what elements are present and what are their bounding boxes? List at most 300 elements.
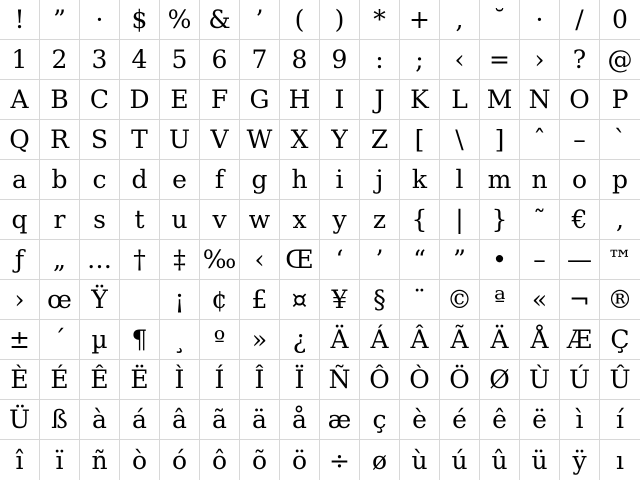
glyph-character: ”: [53, 5, 66, 34]
glyph-cell[interactable]: [40, 0, 80, 40]
glyph-cell[interactable]: [120, 200, 160, 240]
glyph-character: 2: [51, 45, 68, 74]
glyph-cell[interactable]: [200, 280, 240, 320]
glyph-character: X: [290, 125, 309, 154]
glyph-character: ı: [616, 445, 624, 475]
glyph-cell[interactable]: [400, 440, 440, 480]
glyph-cell[interactable]: [520, 240, 560, 280]
glyph-character: ˆ: [533, 125, 546, 154]
glyph-cell[interactable]: [40, 280, 80, 320]
glyph-cell[interactable]: [520, 80, 560, 120]
glyph-cell[interactable]: [320, 400, 360, 440]
glyph-character: ø: [371, 445, 388, 475]
glyph-character: 0: [612, 5, 628, 34]
glyph-cell[interactable]: [280, 280, 320, 320]
glyph-cell[interactable]: [360, 400, 400, 440]
glyph-cell[interactable]: [520, 160, 560, 200]
glyph-cell[interactable]: [600, 120, 640, 160]
glyph-character: ä: [252, 405, 267, 434]
glyph-cell[interactable]: [240, 280, 280, 320]
glyph-character: f: [214, 165, 225, 194]
glyph-cell[interactable]: [0, 400, 40, 440]
glyph-character: ö: [291, 445, 308, 475]
glyph-cell[interactable]: [0, 360, 40, 400]
glyph-cell[interactable]: [440, 320, 480, 360]
glyph-character: Ö: [449, 365, 470, 394]
glyph-character: L: [451, 85, 468, 114]
glyph-cell[interactable]: [440, 280, 480, 320]
glyph-cell[interactable]: [480, 80, 520, 120]
glyph-cell[interactable]: [360, 360, 400, 400]
glyph-character: ˜: [533, 205, 546, 234]
glyph-cell[interactable]: [80, 400, 120, 440]
glyph-cell[interactable]: [40, 160, 80, 200]
glyph-cell[interactable]: [0, 160, 40, 200]
glyph-cell[interactable]: [400, 80, 440, 120]
glyph-character: £: [251, 285, 268, 314]
glyph-cell[interactable]: [480, 120, 520, 160]
glyph-character: ‹: [454, 45, 465, 74]
glyph-character: y: [332, 205, 347, 234]
glyph-cell[interactable]: [280, 400, 320, 440]
glyph-character: º: [213, 325, 226, 354]
glyph-character: ·: [95, 5, 104, 34]
glyph-cell[interactable]: [240, 40, 280, 80]
glyph-cell[interactable]: [520, 0, 560, 40]
glyph-character: 8: [291, 45, 308, 74]
glyph-cell[interactable]: [360, 80, 400, 120]
glyph-character: q: [11, 205, 28, 234]
glyph-character: Í: [214, 365, 225, 394]
glyph-cell[interactable]: [520, 40, 560, 80]
glyph-cell[interactable]: [560, 400, 600, 440]
glyph-cell[interactable]: [560, 440, 600, 480]
glyph-cell[interactable]: [560, 80, 600, 120]
glyph-cell[interactable]: [120, 440, 160, 480]
glyph-cell[interactable]: [160, 440, 200, 480]
glyph-character: J: [374, 85, 385, 114]
glyph-cell[interactable]: [280, 360, 320, 400]
glyph-cell[interactable]: [400, 120, 440, 160]
glyph-cell[interactable]: [520, 200, 560, 240]
glyph-cell[interactable]: [0, 120, 40, 160]
glyph-character: Ë: [130, 365, 149, 394]
glyph-cell[interactable]: [160, 280, 200, 320]
glyph-character: è: [412, 405, 427, 434]
glyph-cell[interactable]: [80, 280, 120, 320]
glyph-cell[interactable]: [400, 320, 440, 360]
glyph-cell[interactable]: [480, 440, 520, 480]
glyph-character: w: [248, 205, 271, 234]
glyph-cell[interactable]: [280, 440, 320, 480]
glyph-cell[interactable]: [480, 0, 520, 40]
glyph-cell[interactable]: [40, 200, 80, 240]
glyph-character: n: [531, 165, 548, 194]
glyph-cell[interactable]: [0, 80, 40, 120]
glyph-cell[interactable]: [80, 0, 120, 40]
glyph-character: p: [611, 165, 628, 194]
glyph-character: ñ: [91, 445, 108, 475]
glyph-cell[interactable]: [160, 400, 200, 440]
glyph-character: +: [409, 5, 430, 34]
glyph-cell[interactable]: [160, 320, 200, 360]
glyph-character: =: [489, 45, 510, 74]
glyph-cell[interactable]: [240, 160, 280, 200]
glyph-cell[interactable]: [280, 0, 320, 40]
glyph-cell[interactable]: [240, 80, 280, 120]
glyph-cell[interactable]: [200, 360, 240, 400]
glyph-character: ì: [575, 405, 584, 434]
glyph-cell[interactable]: [320, 160, 360, 200]
glyph-character: (: [294, 5, 305, 34]
glyph-cell[interactable]: [40, 80, 80, 120]
glyph-cell[interactable]: [560, 360, 600, 400]
glyph-character: õ: [251, 445, 268, 475]
glyph-character: K: [410, 85, 429, 114]
glyph-cell[interactable]: [280, 320, 320, 360]
glyph-character: –: [573, 125, 586, 154]
glyph-cell[interactable]: [40, 120, 80, 160]
glyph-cell[interactable]: [480, 200, 520, 240]
glyph-cell[interactable]: [560, 320, 600, 360]
glyph-cell[interactable]: [200, 120, 240, 160]
glyph-cell[interactable]: [240, 200, 280, 240]
glyph-character: c: [92, 165, 107, 194]
glyph-cell[interactable]: [40, 40, 80, 80]
glyph-character: â: [172, 405, 187, 434]
glyph-cell[interactable]: [480, 280, 520, 320]
glyph-cell[interactable]: [320, 40, 360, 80]
glyph-cell[interactable]: [120, 280, 160, 320]
glyph-cell[interactable]: [440, 0, 480, 40]
glyph-cell[interactable]: [360, 40, 400, 80]
glyph-cell[interactable]: [80, 120, 120, 160]
glyph-cell[interactable]: [160, 80, 200, 120]
glyph-cell[interactable]: [440, 440, 480, 480]
glyph-cell[interactable]: [520, 400, 560, 440]
glyph-cell[interactable]: [600, 360, 640, 400]
glyph-character: R: [50, 125, 69, 154]
glyph-character: ¥: [331, 285, 348, 314]
glyph-character: Ä: [490, 325, 509, 354]
glyph-cell[interactable]: [200, 200, 240, 240]
glyph-cell[interactable]: [200, 440, 240, 480]
glyph-character: Q: [9, 125, 30, 154]
glyph-character: Å: [530, 325, 549, 354]
glyph-cell[interactable]: [80, 320, 120, 360]
glyph-character: 6: [211, 45, 228, 74]
glyph-cell[interactable]: [120, 360, 160, 400]
glyph-cell[interactable]: [320, 120, 360, 160]
glyph-cell[interactable]: [120, 40, 160, 80]
glyph-cell[interactable]: [240, 240, 280, 280]
glyph-character: ™: [607, 245, 633, 274]
glyph-cell[interactable]: [480, 240, 520, 280]
glyph-cell[interactable]: [160, 40, 200, 80]
glyph-cell[interactable]: [400, 0, 440, 40]
glyph-character: ¶: [131, 325, 148, 354]
glyph-character: î: [15, 445, 24, 475]
glyph-cell[interactable]: [200, 320, 240, 360]
glyph-character: ò: [131, 445, 148, 475]
glyph-character: Æ: [566, 325, 593, 354]
glyph-character: ,: [455, 5, 464, 34]
glyph-character: Û: [609, 365, 631, 394]
glyph-character: Ê: [90, 365, 109, 394]
glyph-cell[interactable]: [200, 80, 240, 120]
glyph-character: €: [571, 205, 588, 234]
glyph-cell[interactable]: [120, 400, 160, 440]
glyph-cell[interactable]: [400, 280, 440, 320]
glyph-character: ï: [55, 445, 64, 475]
glyph-cell[interactable]: [520, 440, 560, 480]
glyph-cell[interactable]: [600, 400, 640, 440]
glyph-cell[interactable]: [80, 240, 120, 280]
glyph-cell[interactable]: [160, 0, 200, 40]
glyph-cell[interactable]: [320, 320, 360, 360]
glyph-character: T: [131, 125, 148, 154]
glyph-character: –: [533, 245, 546, 274]
glyph-character: P: [611, 85, 629, 114]
glyph-cell[interactable]: [240, 400, 280, 440]
glyph-cell[interactable]: [520, 360, 560, 400]
glyph-cell[interactable]: [440, 160, 480, 200]
glyph-cell[interactable]: [80, 440, 120, 480]
glyph-cell[interactable]: [440, 240, 480, 280]
glyph-cell[interactable]: [320, 280, 360, 320]
glyph-cell[interactable]: [160, 240, 200, 280]
glyph-character: É: [50, 365, 69, 394]
glyph-character: —: [567, 245, 592, 274]
glyph-character: à: [92, 405, 107, 434]
glyph-cell[interactable]: [600, 40, 640, 80]
glyph-cell[interactable]: [400, 360, 440, 400]
glyph-cell[interactable]: [600, 240, 640, 280]
glyph-cell[interactable]: [600, 320, 640, 360]
glyph-character: Z: [370, 125, 389, 154]
glyph-cell[interactable]: [240, 120, 280, 160]
glyph-cell[interactable]: [560, 0, 600, 40]
glyph-character: W: [246, 125, 273, 154]
glyph-cell[interactable]: [0, 440, 40, 480]
glyph-character: M: [486, 85, 513, 114]
glyph-cell[interactable]: [440, 400, 480, 440]
glyph-cell[interactable]: [480, 40, 520, 80]
glyph-character: Ø: [489, 365, 510, 394]
glyph-cell[interactable]: [80, 200, 120, 240]
glyph-character: /: [575, 5, 584, 34]
glyph-cell[interactable]: [400, 400, 440, 440]
glyph-cell[interactable]: [600, 440, 640, 480]
glyph-character: ¢: [211, 285, 228, 314]
glyph-cell[interactable]: [0, 320, 40, 360]
glyph-cell[interactable]: [80, 40, 120, 80]
glyph-cell[interactable]: [400, 160, 440, 200]
glyph-cell[interactable]: [160, 360, 200, 400]
glyph-character: r: [53, 205, 66, 234]
glyph-cell[interactable]: [440, 40, 480, 80]
glyph-cell[interactable]: [280, 200, 320, 240]
glyph-character: ß: [51, 405, 68, 434]
glyph-character: l: [455, 165, 464, 194]
glyph-character: !: [14, 5, 25, 34]
glyph-cell[interactable]: [360, 240, 400, 280]
glyph-cell[interactable]: [200, 160, 240, 200]
glyph-cell[interactable]: [280, 120, 320, 160]
glyph-cell[interactable]: [440, 80, 480, 120]
glyph-cell[interactable]: [160, 200, 200, 240]
glyph-character: h: [291, 165, 308, 194]
glyph-cell[interactable]: [120, 320, 160, 360]
glyph-character: j: [375, 165, 384, 194]
glyph-cell[interactable]: [360, 280, 400, 320]
glyph-character: S: [90, 125, 109, 154]
glyph-character: N: [528, 85, 551, 114]
glyph-character: ù: [411, 445, 428, 475]
glyph-cell[interactable]: [160, 120, 200, 160]
glyph-cell[interactable]: [360, 200, 400, 240]
glyph-cell[interactable]: [280, 40, 320, 80]
glyph-cell[interactable]: [600, 80, 640, 120]
glyph-character: C: [89, 85, 110, 114]
glyph-character: m: [487, 165, 512, 194]
glyph-cell[interactable]: [40, 240, 80, 280]
glyph-cell[interactable]: [480, 320, 520, 360]
glyph-cell[interactable]: [320, 0, 360, 40]
glyph-character: Ü: [8, 405, 31, 434]
glyph-cell[interactable]: [320, 200, 360, 240]
glyph-cell[interactable]: [240, 0, 280, 40]
glyph-cell[interactable]: [40, 320, 80, 360]
glyph-cell[interactable]: [360, 120, 400, 160]
glyph-character: ¸: [173, 325, 186, 354]
glyph-cell[interactable]: [120, 240, 160, 280]
glyph-character: ’: [255, 5, 264, 34]
glyph-cell[interactable]: [400, 200, 440, 240]
glyph-cell[interactable]: [440, 200, 480, 240]
glyph-cell[interactable]: [600, 0, 640, 40]
glyph-cell[interactable]: [280, 80, 320, 120]
glyph-cell[interactable]: [560, 40, 600, 80]
glyph-cell[interactable]: [120, 120, 160, 160]
glyph-cell[interactable]: [360, 0, 400, 40]
glyph-cell[interactable]: [320, 440, 360, 480]
glyph-cell[interactable]: [40, 440, 80, 480]
glyph-character: ã: [212, 405, 227, 434]
glyph-cell[interactable]: [520, 120, 560, 160]
glyph-cell[interactable]: [0, 240, 40, 280]
glyph-character: ‰: [202, 245, 237, 274]
glyph-cell[interactable]: [320, 240, 360, 280]
glyph-character: $: [131, 5, 148, 34]
glyph-cell[interactable]: [560, 280, 600, 320]
glyph-cell[interactable]: [520, 320, 560, 360]
glyph-character: I: [334, 85, 345, 114]
glyph-cell[interactable]: [200, 400, 240, 440]
glyph-character: *: [373, 5, 386, 34]
glyph-cell[interactable]: [280, 160, 320, 200]
glyph-character: á: [132, 405, 147, 434]
glyph-cell[interactable]: [560, 240, 600, 280]
glyph-cell[interactable]: [240, 360, 280, 400]
glyph-character: g: [251, 165, 268, 194]
glyph-cell[interactable]: [360, 320, 400, 360]
glyph-cell[interactable]: [600, 280, 640, 320]
glyph-cell[interactable]: [0, 200, 40, 240]
glyph-character: œ: [47, 285, 72, 314]
glyph-character: O: [569, 85, 590, 114]
glyph-cell[interactable]: [560, 200, 600, 240]
glyph-cell[interactable]: [120, 0, 160, 40]
glyph-cell[interactable]: [600, 200, 640, 240]
glyph-character: @: [607, 45, 633, 74]
glyph-cell[interactable]: [80, 80, 120, 120]
glyph-cell[interactable]: [80, 160, 120, 200]
glyph-character: †: [133, 245, 146, 274]
glyph-cell[interactable]: [600, 160, 640, 200]
glyph-character: u: [171, 205, 188, 234]
glyph-cell[interactable]: [400, 40, 440, 80]
glyph-character: %: [167, 5, 192, 34]
glyph-cell[interactable]: [200, 240, 240, 280]
glyph-cell[interactable]: [120, 160, 160, 200]
glyph-character: \: [455, 125, 464, 154]
glyph-cell[interactable]: [120, 80, 160, 120]
glyph-cell[interactable]: [360, 160, 400, 200]
glyph-cell[interactable]: [480, 160, 520, 200]
glyph-character: ): [334, 5, 345, 34]
glyph-cell[interactable]: [280, 240, 320, 280]
glyph-character: »: [251, 325, 268, 354]
glyph-character: ‡: [173, 245, 186, 274]
glyph-cell[interactable]: [200, 40, 240, 80]
glyph-cell[interactable]: [40, 400, 80, 440]
glyph-cell[interactable]: [560, 120, 600, 160]
glyph-character: ç: [372, 405, 387, 434]
glyph-cell[interactable]: [320, 360, 360, 400]
glyph-cell[interactable]: [480, 360, 520, 400]
glyph-cell[interactable]: [320, 80, 360, 120]
glyph-character: 9: [331, 45, 348, 74]
glyph-character: ú: [451, 445, 468, 475]
glyph-cell[interactable]: [520, 280, 560, 320]
glyph-cell[interactable]: [440, 120, 480, 160]
glyph-cell[interactable]: [440, 360, 480, 400]
glyph-cell[interactable]: [240, 440, 280, 480]
glyph-cell[interactable]: [0, 280, 40, 320]
glyph-character: é: [452, 405, 467, 434]
glyph-cell[interactable]: [160, 160, 200, 200]
glyph-cell[interactable]: [360, 440, 400, 480]
glyph-character: Ô: [369, 365, 390, 394]
glyph-character: d: [131, 165, 148, 194]
glyph-cell[interactable]: [0, 40, 40, 80]
glyph-cell[interactable]: [400, 240, 440, 280]
glyph-cell[interactable]: [240, 320, 280, 360]
glyph-cell[interactable]: [480, 400, 520, 440]
glyph-character: &: [208, 5, 231, 34]
glyph-character: ˘: [493, 5, 506, 34]
glyph-cell[interactable]: [560, 160, 600, 200]
glyph-character: b: [51, 165, 68, 194]
glyph-character: i: [335, 165, 344, 194]
glyph-character: {: [411, 205, 428, 234]
glyph-character: Ú: [568, 365, 591, 394]
glyph-cell[interactable]: [80, 360, 120, 400]
glyph-cell[interactable]: [200, 0, 240, 40]
glyph-cell[interactable]: [40, 360, 80, 400]
glyph-cell[interactable]: [0, 0, 40, 40]
